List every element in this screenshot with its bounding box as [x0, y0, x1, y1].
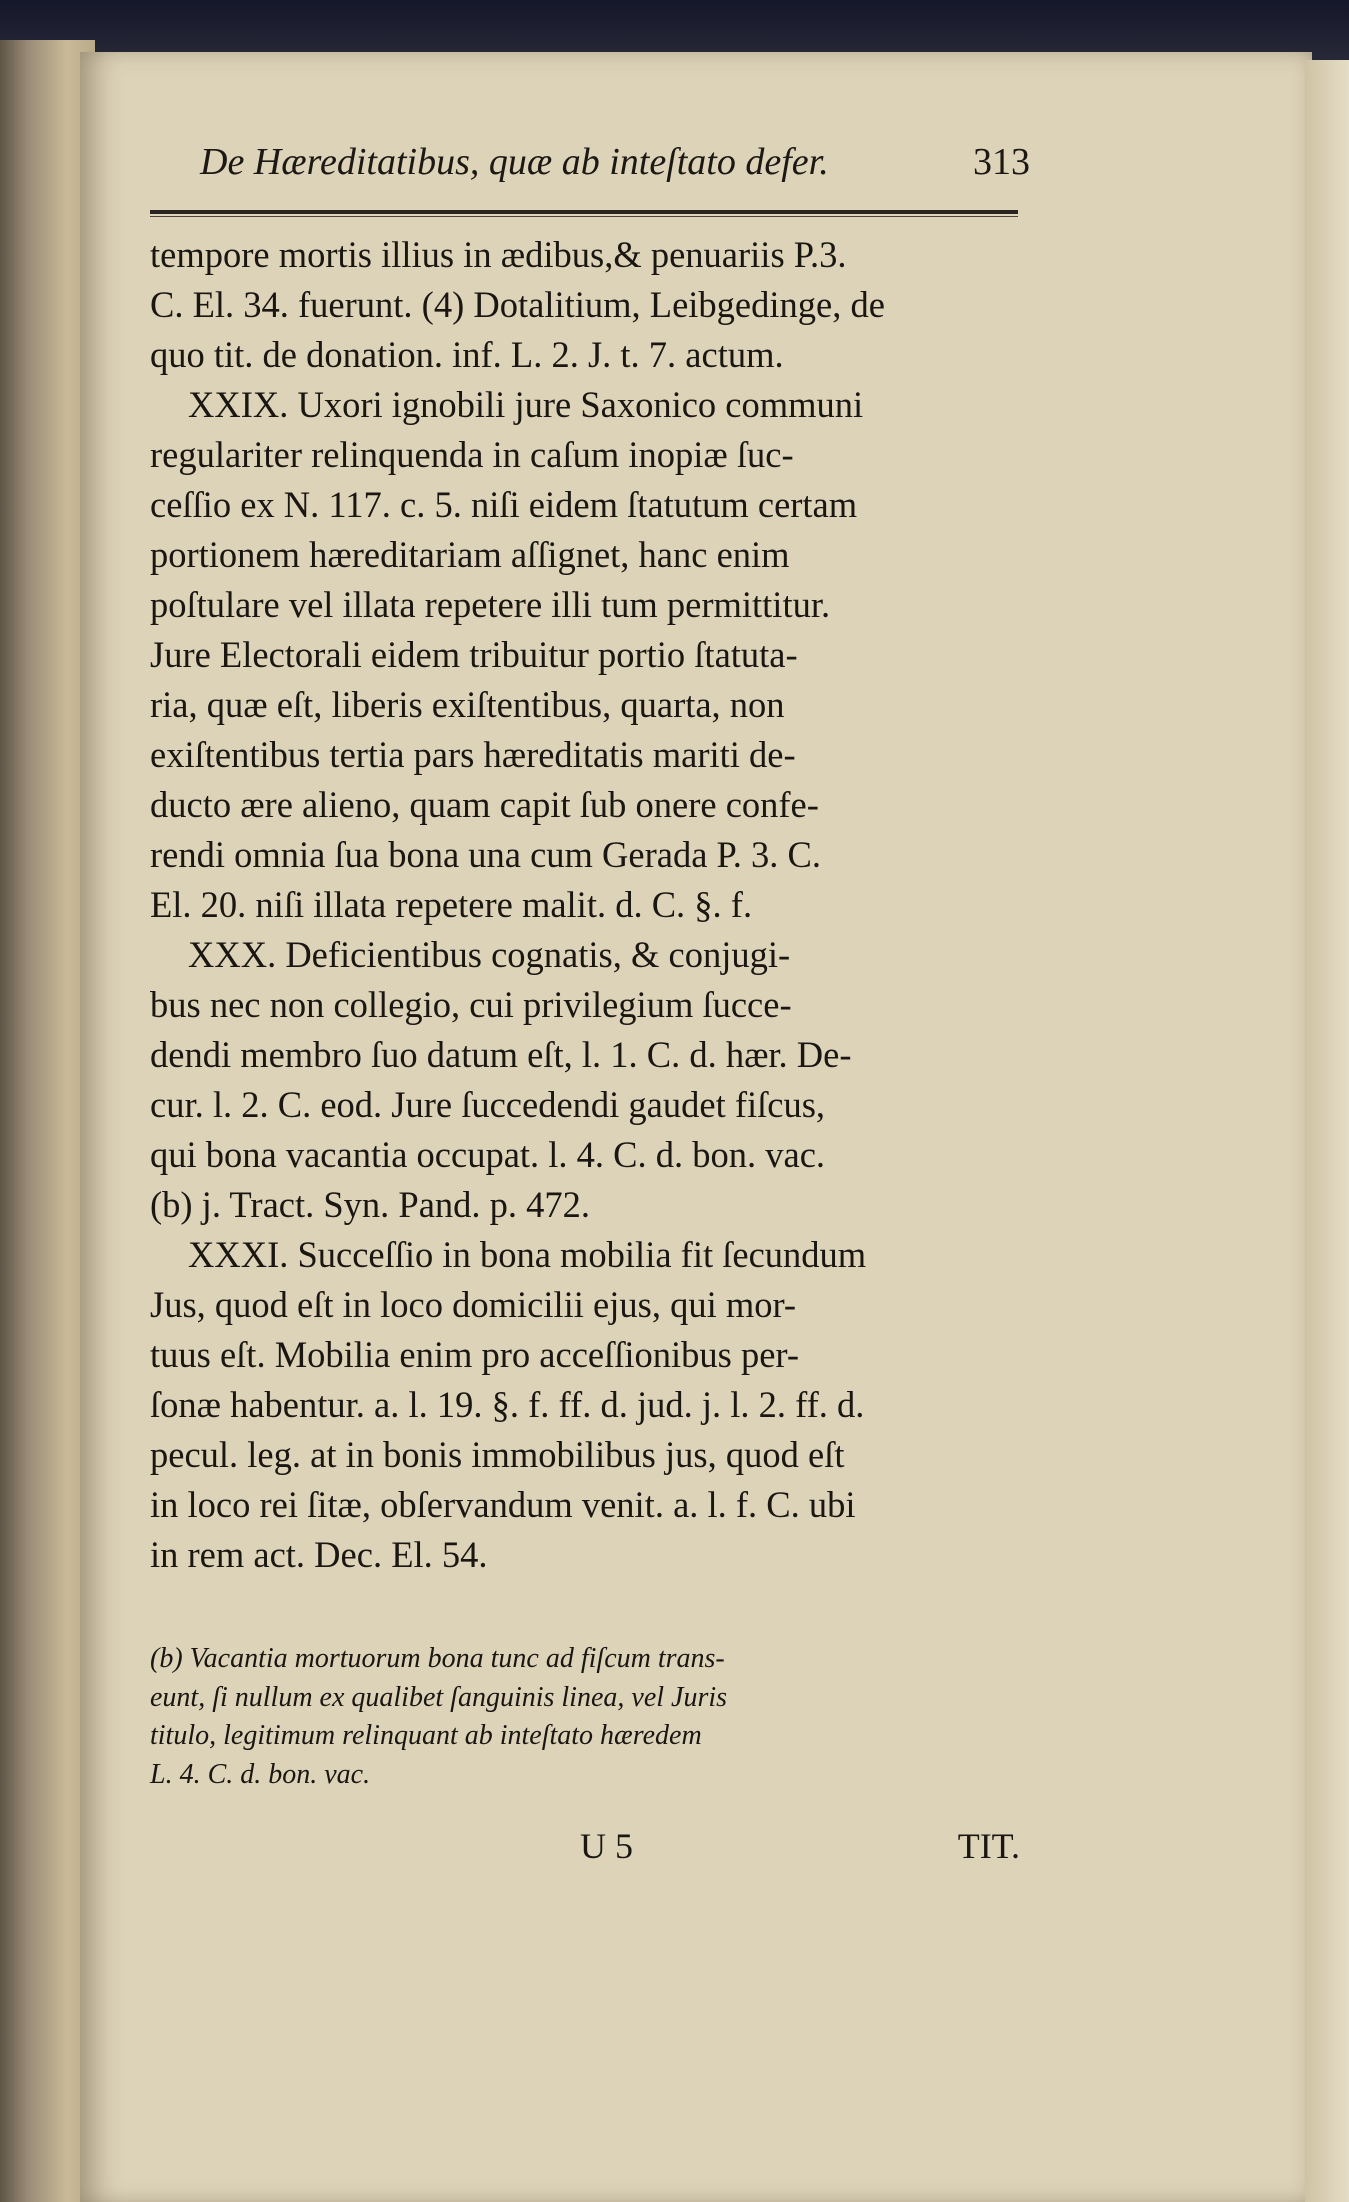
- body-line: C. El. 34. fuerunt. (4) Dotalitium, Leibgedinge, de: [150, 284, 885, 325]
- running-head: [200, 140, 1030, 196]
- page-number: 313: [973, 141, 1030, 183]
- body-line: ceſſio ex N. 117. c. 5. niſi eidem ſtatutum certam: [150, 484, 858, 525]
- body-line: in loco rei ſitæ, obſervandum venit. a. l. f. C. ubi: [150, 1484, 856, 1525]
- page-footer: [150, 1825, 1020, 1875]
- body-line: qui bona vacantia occupat. l. 4. C. d. bon. vac.: [150, 1134, 826, 1175]
- footnote-line: titulo, legitimum relinquant ab inteſtato hæredem: [150, 1720, 702, 1751]
- body-line: quo tit. de donation. inf. L. 2. J. t. 7. actum.: [150, 334, 784, 375]
- body-line: bus nec non collegio, cui privilegium ſucce-: [150, 984, 792, 1025]
- footnote: [150, 1640, 1020, 1794]
- body-line: poſtulare vel illata repetere illi tum permittitur.: [150, 584, 831, 625]
- body-line: Jure Electorali eidem tribuitur portio ſtatuta-: [150, 634, 798, 675]
- body-line: exiſtentibus tertia pars hæreditatis mariti de-: [150, 734, 796, 775]
- body-line: portionem hæreditariam aſſignet, hanc enim: [150, 534, 790, 575]
- signature-mark: U 5: [580, 1826, 633, 1866]
- page-edge: [1305, 60, 1349, 2202]
- body-line: XXIX. Uxori ignobili jure Saxonico communi: [188, 384, 864, 425]
- body-line: (b) j. Tract. Syn. Pand. p. 472.: [150, 1184, 591, 1225]
- footnote-line: (b) Vacantia mortuorum bona tunc ad fiſcum trans-: [150, 1643, 725, 1674]
- body-line: cur. l. 2. C. eod. Jure ſuccedendi gaudet fiſcus,: [150, 1084, 826, 1125]
- running-title: De Hæreditatibus, quæ ab inteſtato defer.: [200, 141, 829, 183]
- body-line: El. 20. niſi illata repetere malit. d. C. §. f.: [150, 884, 753, 925]
- footnote-line: L. 4. C. d. bon. vac.: [150, 1758, 371, 1790]
- body-line: in rem act. Dec. El. 54.: [150, 1534, 488, 1575]
- body-text: [150, 230, 1020, 1580]
- body-line: tuus eſt. Mobilia enim pro acceſſionibus per-: [150, 1334, 800, 1375]
- body-line: rendi omnia ſua bona una cum Gerada P. 3. C.: [150, 834, 822, 875]
- body-line: tempore mortis illius in ædibus,& penuariis P.3.: [150, 234, 847, 275]
- body-line: Jus, quod eſt in loco domicilii ejus, qui mor-: [150, 1284, 797, 1325]
- body-line: dendi membro ſuo datum eſt, l. 1. C. d. hær. De-: [150, 1034, 852, 1075]
- body-line: XXX. Deficientibus cognatis, & conjugi-: [188, 934, 791, 975]
- body-line: regulariter relinquenda in caſum inopiæ ſuc-: [150, 434, 794, 475]
- header-rule-thin: [150, 216, 1018, 217]
- body-line: ſonæ habentur. a. l. 19. §. f. ff. d. jud. j. l. 2. ff. d.: [150, 1384, 865, 1425]
- catchword: TIT.: [957, 1826, 1020, 1866]
- header-rule: [150, 210, 1018, 214]
- body-line: ducto ære alieno, quam capit ſub onere confe-: [150, 784, 819, 825]
- body-line: XXXI. Succeſſio in bona mobilia fit ſecundum: [188, 1234, 867, 1275]
- body-line: ria, quæ eſt, liberis exiſtentibus, quarta, non: [150, 684, 785, 725]
- footnote-line: eunt, ſi nullum ex qualibet ſanguinis linea, vel Juris: [150, 1681, 728, 1713]
- body-line: pecul. leg. at in bonis immobilibus jus, quod eſt: [150, 1434, 845, 1475]
